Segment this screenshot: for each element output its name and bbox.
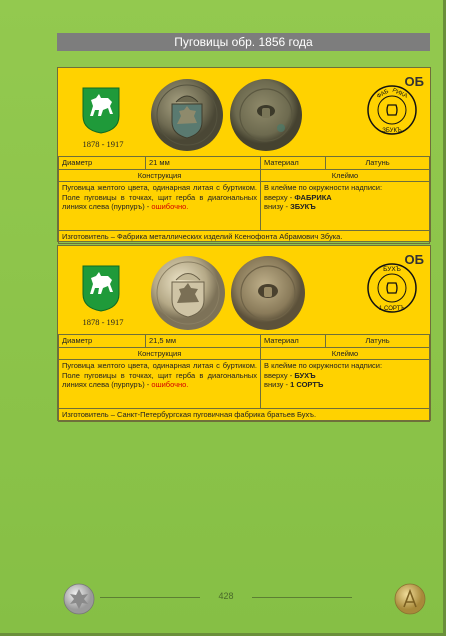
specs-table	[58, 334, 430, 422]
years-label: 1878 - 1917	[82, 139, 124, 149]
material-value: Латунь	[326, 157, 430, 170]
maker-mark-stamp	[366, 262, 418, 314]
mark-label: Клеймо	[261, 347, 430, 360]
mark-bottom-value: ЗБУКЪ	[290, 202, 316, 211]
button-back-photo	[229, 78, 303, 152]
manufacturer-line: Изготовитель – Фабрика металлических изделий Ксенофонта Абрамович Збука.	[59, 231, 430, 244]
mark-intro: В клейме по окружности надписи:	[264, 361, 383, 370]
button-front-photo	[150, 255, 226, 331]
construction-description	[59, 360, 261, 409]
mark-top-value: БУХЪ	[294, 370, 316, 380]
construction-note: ошибочно.	[151, 202, 189, 211]
tomsk-coat-of-arms-icon	[81, 86, 121, 134]
button-card-2	[57, 245, 431, 421]
svg-text:ФАБ: ФАБ	[376, 88, 390, 101]
construction-label: Конструкция	[59, 347, 261, 360]
mark-bottom-value: 1 СОРТЪ	[290, 380, 324, 389]
svg-text:1 СОРТЪ: 1 СОРТЪ	[378, 306, 406, 312]
mark-top-value: ФАБРИКА	[294, 192, 332, 202]
manufacturer-line: Изготовитель – Санкт-Петербургская пуговичная фабрика братьев Бухъ.	[59, 409, 430, 422]
specs-table	[58, 156, 430, 244]
mark-description	[261, 360, 430, 409]
diameter-label: Диаметр	[59, 157, 146, 170]
footer-rule-left	[100, 597, 200, 598]
badge-ob: ОБ	[404, 74, 424, 89]
years-label: 1878 - 1917	[82, 317, 124, 327]
construction-note: ошибочно.	[151, 380, 189, 389]
badge-ob: ОБ	[404, 252, 424, 267]
image-row	[58, 68, 430, 156]
footer-rule-right	[252, 597, 352, 598]
button-card-1	[57, 67, 431, 242]
svg-text:БУХЪ: БУХЪ	[383, 266, 401, 273]
svg-text:ЗБУКЪ: ЗБУКЪ	[382, 128, 402, 134]
button-back-photo	[230, 255, 306, 331]
mark-label: Клеймо	[261, 169, 430, 182]
tomsk-coat-of-arms-icon	[81, 264, 121, 312]
mark-top-line: вверху - БУХЪ	[264, 370, 316, 380]
footer-right-medallion-icon	[394, 583, 426, 615]
page-title: Пуговицы обр. 1856 года	[57, 33, 430, 51]
mark-intro: В клейме по окружности надписи:	[264, 183, 383, 192]
diameter-label: Диаметр	[59, 335, 146, 348]
page-number: 428	[218, 591, 234, 601]
mark-bottom-line: внизу - ЗБУКЪ	[264, 202, 316, 211]
mark-bottom-line: внизу - 1 СОРТЪ	[264, 380, 324, 389]
button-front-photo	[150, 78, 224, 152]
construction-description	[59, 182, 261, 231]
diameter-value: 21 мм	[146, 157, 261, 170]
construction-text: Пуговица желтого цвета, одинарная литая с буртиком. Поле пуговицы в точках, щит герба в диагональных линиях слева (пурпуръ) -	[62, 361, 257, 389]
svg-text:РИКА: РИКА	[391, 87, 409, 100]
mark-top-line: вверху - ФАБРИКА	[264, 192, 332, 202]
diameter-value: 21,5 мм	[146, 335, 261, 348]
mark-description	[261, 182, 430, 231]
material-value: Латунь	[326, 335, 430, 348]
material-label: Материал	[261, 335, 326, 348]
maker-mark-stamp	[366, 84, 418, 136]
footer-left-medallion-icon	[63, 583, 95, 615]
image-row	[58, 246, 430, 334]
construction-text: Пуговица желтого цвета, одинарная литая с буртиком. Поле пуговицы в точках, щит герба в диагональных линиях слева (пурпуръ) -	[62, 183, 257, 211]
material-label: Материал	[261, 157, 326, 170]
construction-label: Конструкция	[59, 169, 261, 182]
